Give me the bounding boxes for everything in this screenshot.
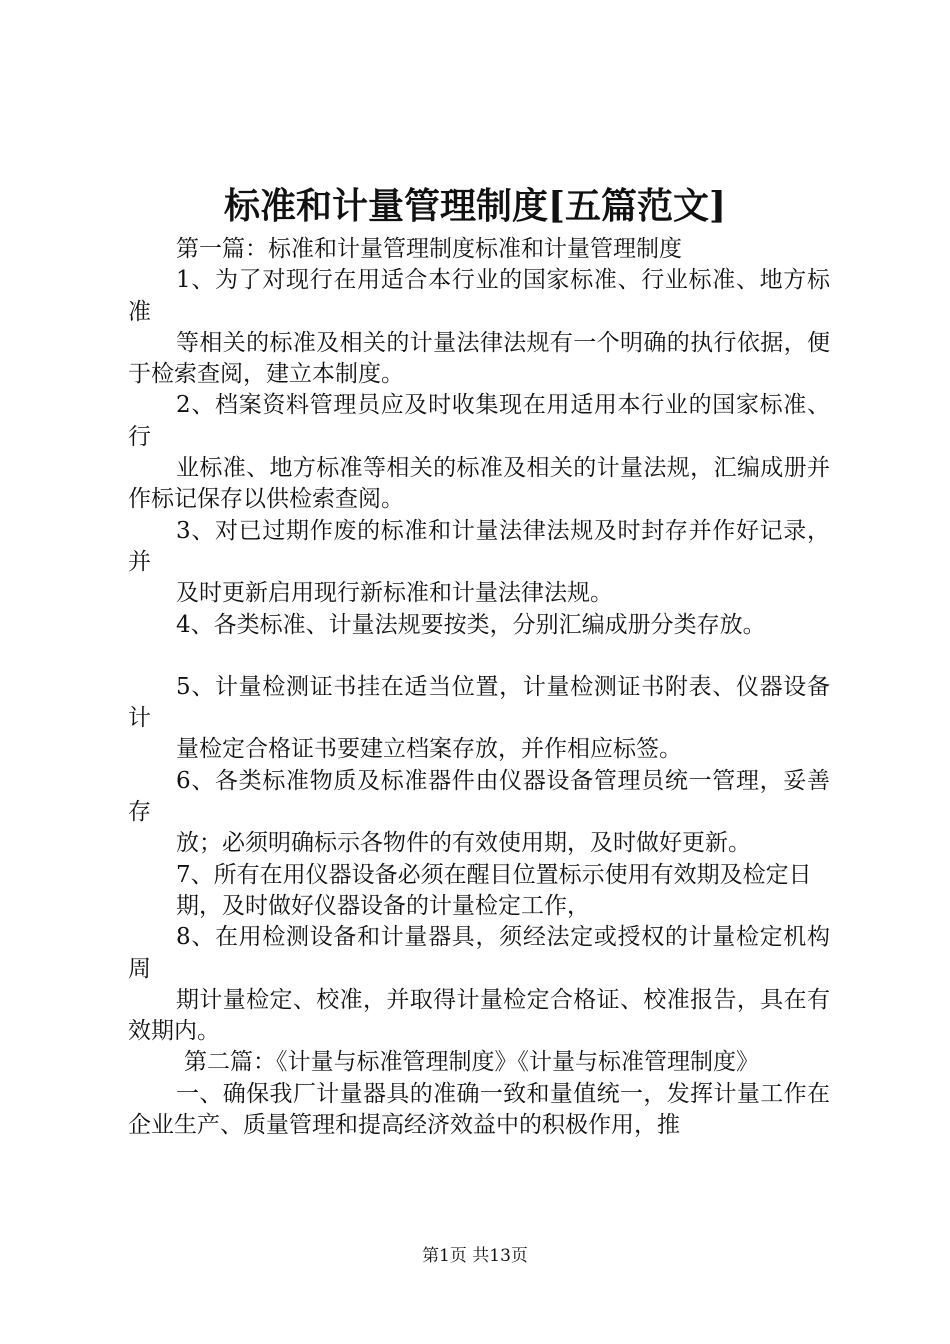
paragraph-6-cont: 放；必须明确标示各物件的有效使用期，及时做好更新。: [176, 830, 751, 857]
paragraph-3-cont: 及时更新启用现行新标准和计量法律法规。: [176, 580, 613, 607]
paragraph-7: 7、所有在用仪器设备必须在醒目位置标示使用有效期及检定日: [176, 861, 812, 888]
document-title: 标准和计量管理制度[五篇范文]: [223, 185, 727, 227]
paragraph-8-cont: 期计量检定、校准，并取得计量检定合格证、校准报告，具在有效期内。: [128, 986, 830, 1045]
paragraph-6: 6、各类标准物质及标准器件由仪器设备管理员统一管理，妥善存: [128, 767, 830, 826]
page-footer: 第1页 共13页: [422, 1246, 528, 1266]
paragraph-3: 3、对已过期作废的标准和计量法律法规及时封存并作好记录，并: [128, 517, 830, 575]
paragraph-4: 4、各类标准、计量法规要按类，分别汇编成册分类存放。: [176, 611, 766, 638]
paragraph-5-cont: 量检定合格证书要建立档案存放，并作相应标签。: [176, 736, 682, 763]
paragraph-5: 5、计量检测证书挂在适当位置，计量检测证书附表、仪器设备计: [128, 673, 830, 732]
section-heading-2: 第二篇：《计量与标准管理制度》《计量与标准管理制度》: [184, 1049, 759, 1076]
paragraph-section-2-1: 一、确保我厂计量器具的准确一致和量值统一，发挥计量工作在企业生产、质量管理和提高经济效益中的积极作用，推: [128, 1080, 830, 1139]
paragraph-7-cont: 期，及时做好仪器设备的计量检定工作，: [176, 892, 590, 919]
section-heading-1: 第一篇：标准和计量管理制度标准和计量管理制度: [176, 236, 682, 262]
paragraph-2-cont: 业标准、地方标准等相关的标准及相关的计量法规，汇编成册并作标记保存以供检索查阅。: [128, 455, 830, 513]
paragraph-8: 8、在用检测设备和计量器具，须经法定或授权的计量检定机构周: [128, 924, 830, 982]
paragraph-1: 1、为了对现行在用适合本行业的国家标准、行业标准、地方标准: [128, 267, 830, 325]
document-body: [128, 234, 830, 1141]
paragraph-2: 2、档案资料管理员应及时收集现在用适用本行业的国家标准、行: [128, 392, 830, 450]
paragraph-1-cont: 等相关的标准及相关的计量法律法规有一个明确的执行依据，便于检索查阅，建立本制度。: [128, 329, 830, 388]
